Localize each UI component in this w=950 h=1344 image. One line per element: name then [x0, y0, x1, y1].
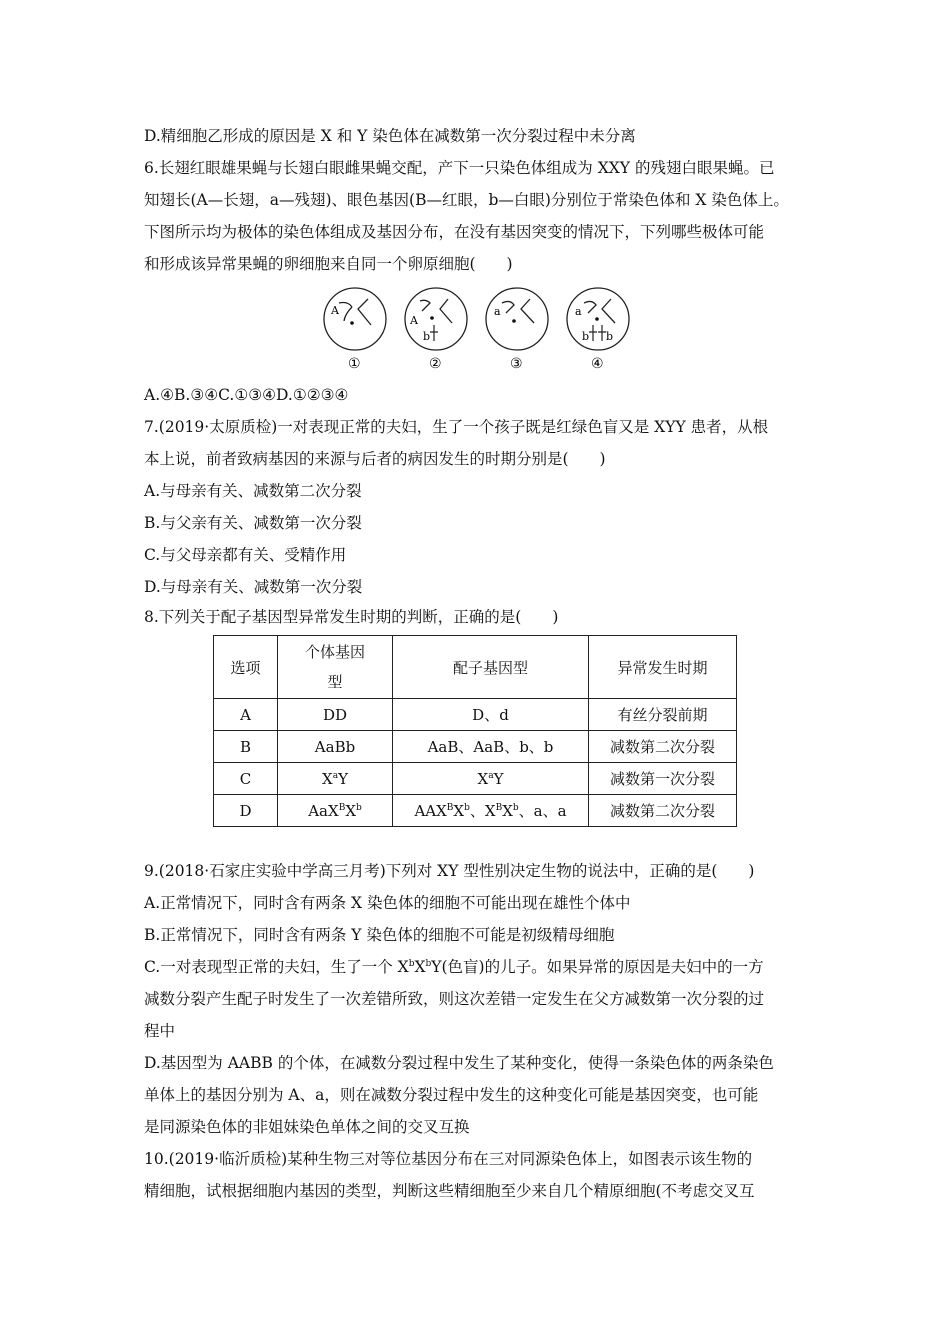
table-cell-gamete: $X^aY$	[393, 763, 589, 795]
q8-stem: 8.下列关于配子基因型异常发生时期的判断，正确的是( )	[144, 608, 559, 626]
cell-3	[486, 288, 548, 372]
table-cell-individual: AaBb	[278, 731, 393, 763]
q9-option-c-line-3: 程中	[144, 1022, 176, 1040]
table-cell-individual: $AaX^BX^b$	[278, 795, 393, 827]
table-cell-option: B	[214, 731, 278, 763]
q9-option-d-line-2: 单体上的基因分别为 A、a，则在减数分裂过程中发生的这种变化可能是基因突变，也可能	[144, 1086, 759, 1104]
table-header-individual	[278, 636, 393, 699]
table-cell-option: C	[214, 763, 278, 795]
q9-stem: 9.(2018·石家庄实验中学高三月考)下列对 XY 型性别决定生物的说法中，正确的是( )	[144, 862, 755, 880]
cell-4-label: ④	[591, 356, 604, 372]
table-row	[214, 763, 737, 795]
cell-3-chromosome-1	[502, 301, 514, 313]
cell-2	[405, 288, 467, 372]
q7-stem-line-1: 7.(2019·太原质检)一对表现正常的夫妇，生了一个孩子既是红绿色盲又是 XYY 患者，从根	[144, 418, 769, 436]
cell-1-chromosome-3	[358, 299, 371, 325]
cell-4-chromosome-3	[589, 325, 606, 341]
table-cell-period: 有丝分裂前期	[589, 699, 737, 731]
gamete-table	[213, 635, 737, 827]
table-header-row	[214, 636, 737, 699]
table-cell-gamete: D、d	[393, 699, 589, 731]
table-row	[214, 795, 737, 827]
cell-2-label: ②	[429, 356, 442, 372]
table-cell-option: D	[214, 795, 278, 827]
cell-2-centromere	[430, 316, 434, 320]
cell-3-centromere	[512, 319, 516, 323]
cell-3-label: ③	[510, 356, 523, 372]
q6-stem-line-1: 6.长翅红眼雄果蝇与长翅白眼雌果蝇交配，产下一只染色体组成为 XXY 的残翅白眼果蝇。已	[144, 159, 775, 177]
table-row	[214, 699, 737, 731]
q9-option-c-line-1: C.一对表现型正常的夫妇，生了一个 $X^bX^bY$(色盲)的儿子。如果异常的原因是夫妇中的一方	[144, 958, 764, 976]
cell-4-centromere	[595, 317, 599, 321]
cell-1-membrane	[324, 288, 386, 350]
table-cell-option: A	[214, 699, 278, 731]
table-header-period: 异常发生时期	[589, 636, 737, 699]
q7-option-d: D.与母亲有关、减数第一次分裂	[144, 578, 363, 596]
table-cell-gamete: AaB、AaB、b、b	[393, 731, 589, 763]
cell-4-gene-3: b	[606, 330, 614, 343]
q9-option-d-line-3: 是同源染色体的非姐妹染色单体之间的交叉互换	[144, 1118, 470, 1136]
table-cell-period: 减数第一次分裂	[589, 763, 737, 795]
cell-4-gene-1: a	[575, 305, 582, 318]
table-cell-individual: $X^aY$	[278, 763, 393, 795]
cell-4	[567, 288, 629, 372]
cell-2-chromosome-2	[440, 299, 452, 323]
table-cell-gamete: $AAX^BX^b$、$X^BX^b$、a、a	[393, 795, 589, 827]
cell-1-centromere	[350, 321, 354, 325]
q6-stem-line-4: 和形成该异常果蝇的卵细胞来自同一个卵原细胞( )	[144, 255, 513, 273]
q7-stem-line-2: 本上说，前者致病基因的来源与后者的病因发生的时期分别是( )	[144, 450, 606, 468]
q6-stem-line-2: 知翅长(A—长翅，a—残翅)、眼色基因(B—红眼，b—白眼)分别位于常染色体和 X 染色体上。	[144, 191, 789, 209]
cell-4-chromosome-1	[584, 301, 596, 313]
cell-1-label: ①	[348, 356, 361, 372]
q10-stem-line-1: 10.(2019·临沂质检)某种生物三对等位基因分布在三对同源染色体上，如图表示该生物的	[144, 1150, 753, 1168]
q6-options: A.④B.③④C.①③④D.①②③④	[144, 386, 349, 404]
cell-1-chromosome-2	[344, 307, 352, 321]
cell-3-gene-1: a	[494, 305, 501, 318]
cell-2-gene-1: A	[410, 314, 418, 327]
cell-1	[324, 288, 386, 372]
cell-3-chromosome-2	[521, 299, 534, 323]
table-header-option: 选项	[214, 636, 278, 699]
cell-2-gene-2: b	[423, 330, 431, 343]
q7-option-a: A.与母亲有关、减数第二次分裂	[144, 482, 362, 500]
cell-4-gene-2: b	[582, 330, 590, 343]
cell-2-chromosome-1	[420, 300, 430, 311]
cell-2-chromosome-3	[430, 325, 438, 341]
q9-option-b: B.正常情况下，同时含有两条 Y 染色体的细胞不可能是初级精母细胞	[144, 926, 615, 944]
q9-option-a: A.正常情况下，同时含有两条 X 染色体的细胞不可能出现在雄性个体中	[144, 894, 631, 912]
q10-stem-line-2: 精细胞，试根据细胞内基因的类型，判断这些精细胞至少来自几个精原细胞(不考虑交叉互	[144, 1182, 755, 1200]
cell-1-chromosome-1	[339, 303, 352, 308]
q7-option-b: B.与父亲有关、减数第一次分裂	[144, 514, 362, 532]
polar-body-figure	[322, 285, 642, 375]
table-row	[214, 731, 737, 763]
table-cell-period: 减数第二次分裂	[589, 731, 737, 763]
table-header-gamete: 配子基因型	[393, 636, 589, 699]
table-header-individual-text: 个体基因型	[305, 643, 366, 691]
cell-1-gene-1: A	[331, 304, 339, 317]
cell-3-membrane	[486, 288, 548, 350]
q9-option-c-line-2: 减数分裂产生配子时发生了一次差错所致，则这次差错一定发生在父方减数第一次分裂的过	[144, 990, 765, 1008]
q5-option-d: D.精细胞乙形成的原因是 X 和 Y 染色体在减数第一次分裂过程中未分离	[144, 127, 636, 145]
table-cell-individual: DD	[278, 699, 393, 731]
q6-stem-line-3: 下图所示均为极体的染色体组成及基因分布，在没有基因突变的情况下，下列哪些极体可能	[144, 223, 765, 241]
cell-4-chromosome-2	[602, 299, 615, 323]
q9-option-d-line-1: D.基因型为 AABB 的个体，在减数分裂过程中发生了某种变化，使得一条染色体的两条染色	[144, 1054, 774, 1072]
q7-option-c: C.与父母亲都有关、受精作用	[144, 546, 347, 564]
table-cell-period: 减数第二次分裂	[589, 795, 737, 827]
